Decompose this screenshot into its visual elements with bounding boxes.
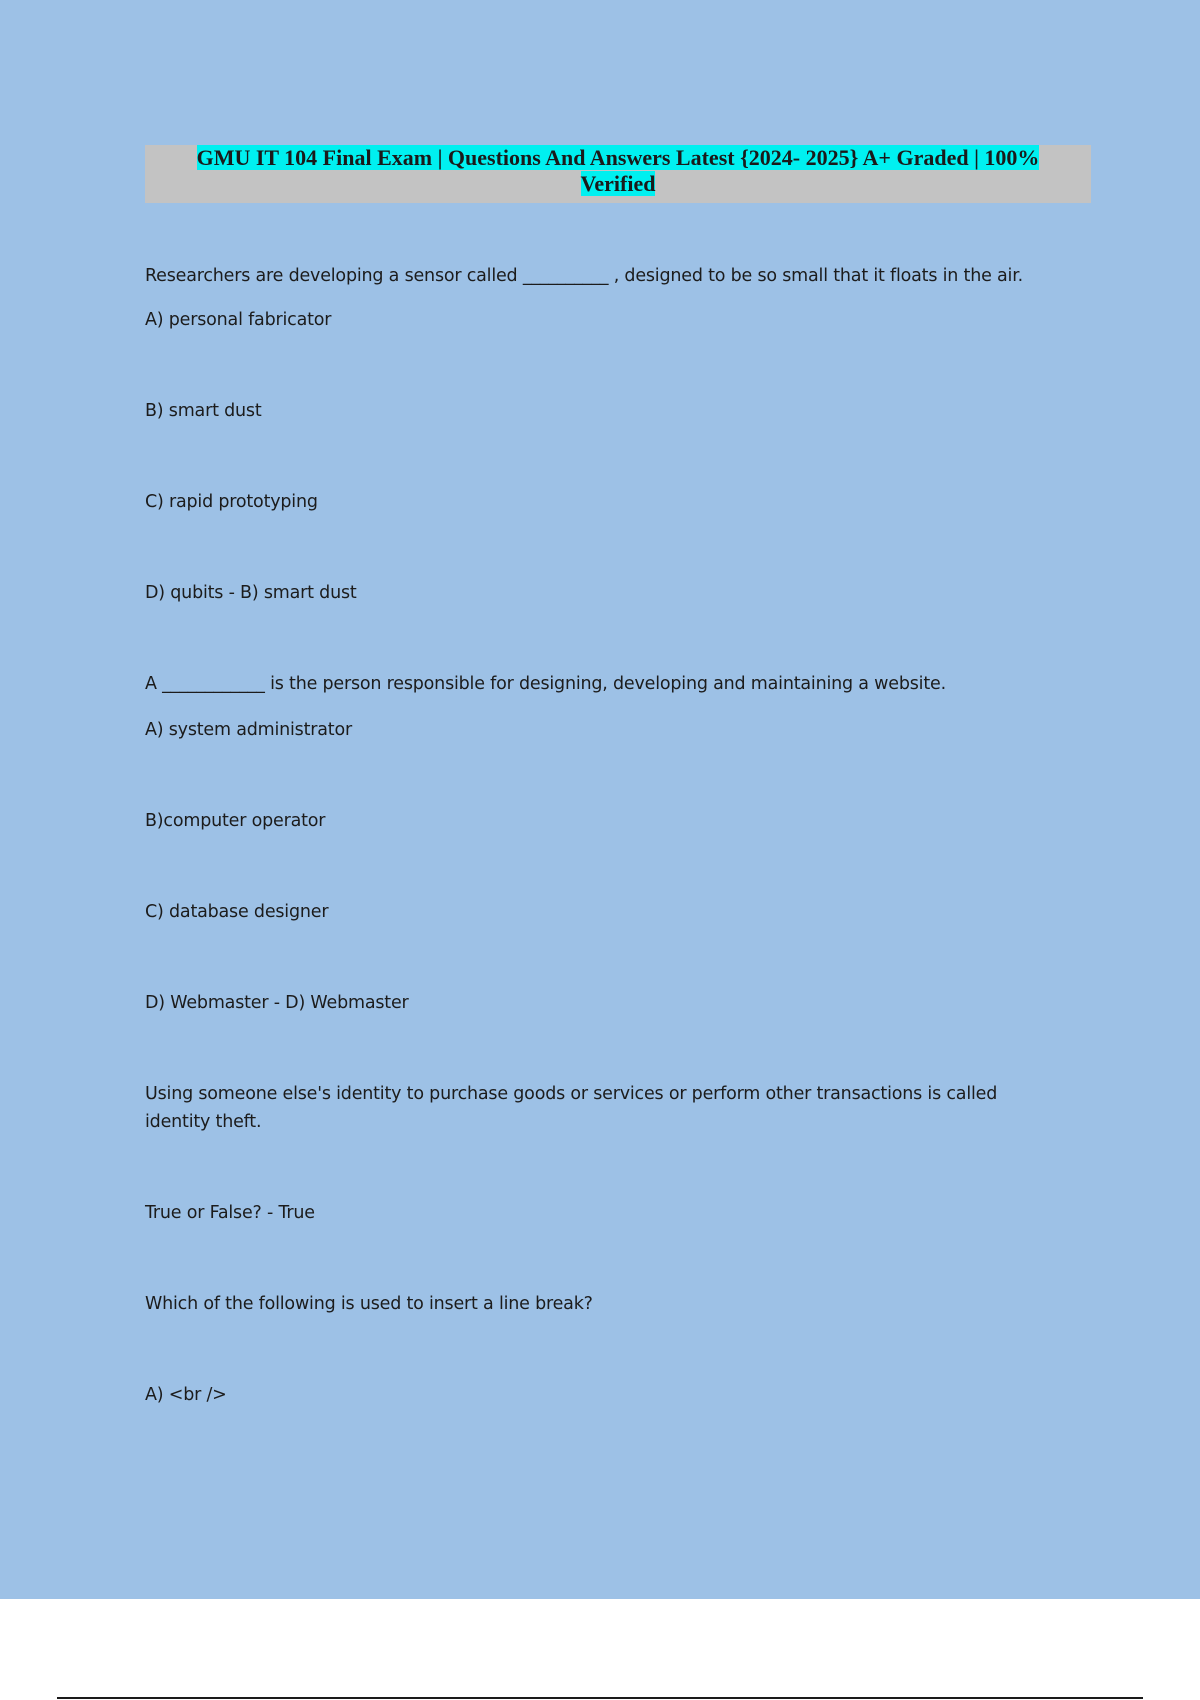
question-4-stem: Which of the following is used to insert a line break? bbox=[145, 1294, 593, 1314]
question-2-option-c: C) database designer bbox=[145, 902, 329, 922]
question-3-answer: True or False? - True bbox=[145, 1203, 315, 1223]
question-1-option-b: B) smart dust bbox=[145, 401, 262, 421]
question-1-stem: Researchers are developing a sensor called __________ , designed to be so small that it floats in the air. bbox=[145, 266, 1023, 286]
question-3-stem: Using someone else's identity to purchase goods or services or perform other transactions is called identity theft. bbox=[145, 1084, 998, 1132]
question-2-option-d-answer: D) Webmaster - D) Webmaster bbox=[145, 993, 409, 1013]
question-2-stem: A ____________ is the person responsible for designing, developing and maintaining a website. bbox=[145, 674, 946, 694]
document-title bbox=[145, 145, 1091, 203]
title-line-1: GMU IT 104 Final Exam | Questions And Answers Latest {2024- 2025} A+ Graded | 100% bbox=[196, 145, 1040, 170]
question-1-option-a: A) personal fabricator bbox=[145, 310, 332, 330]
footer-divider bbox=[57, 1697, 1143, 1699]
question-1-option-d-answer: D) qubits - B) smart dust bbox=[145, 583, 357, 603]
question-4-option-a: A) <br /> bbox=[145, 1385, 227, 1405]
question-2-option-b: B)computer operator bbox=[145, 811, 326, 831]
title-line-2: Verified bbox=[580, 171, 656, 196]
question-1-option-c: C) rapid prototyping bbox=[145, 492, 318, 512]
question-2-option-a: A) system administrator bbox=[145, 720, 352, 740]
